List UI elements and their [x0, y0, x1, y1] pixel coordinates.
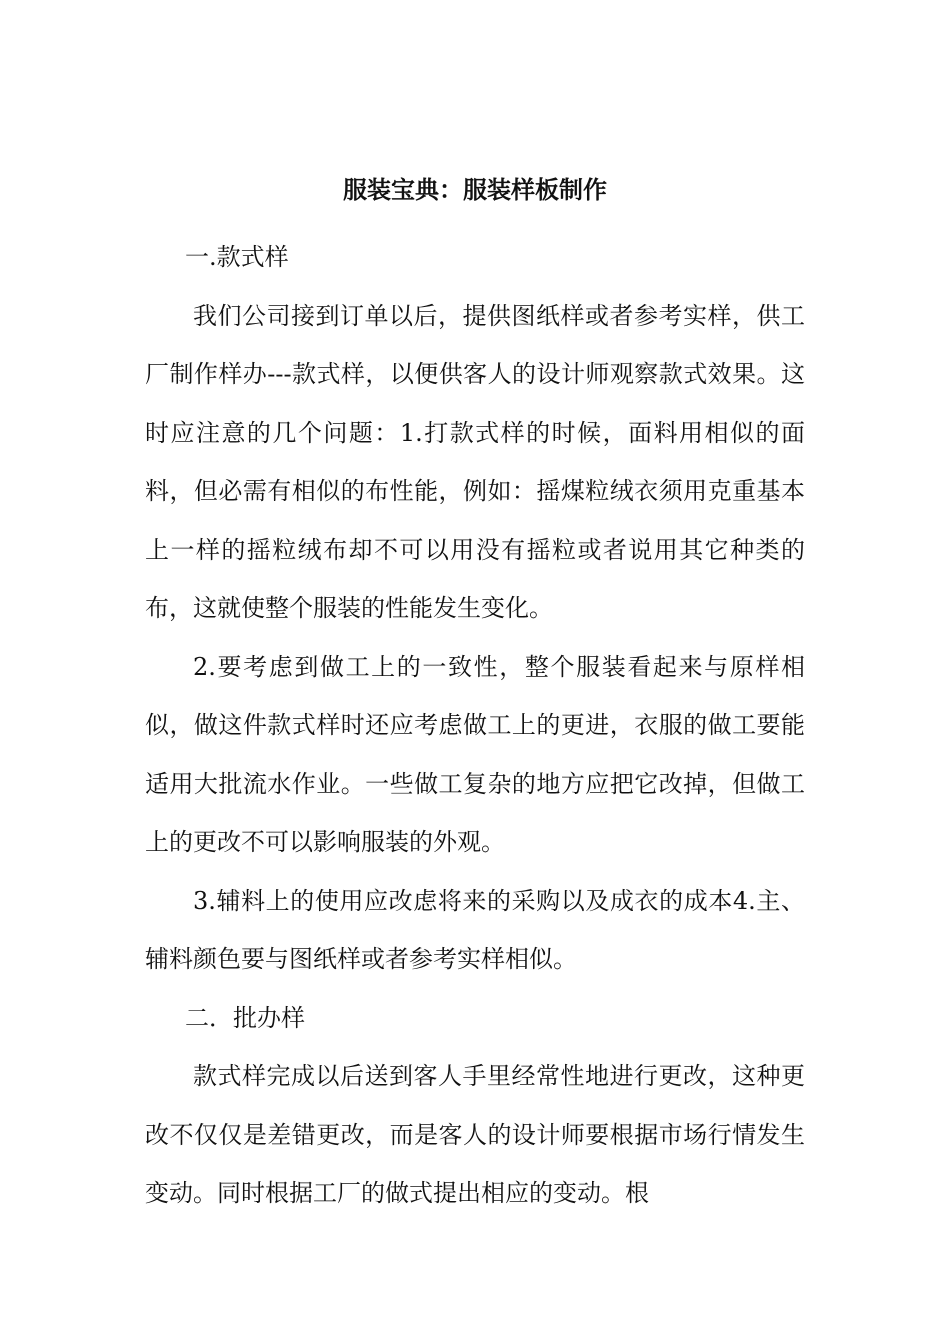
paragraph: 3.辅料上的使用应改虑将来的采购以及成衣的成本4.主、辅料颜色要与图纸样或者参考实样相似。 — [145, 886, 805, 973]
paragraph: 款式样完成以后送到客人手里经常性地进行更改，这种更改不仅仅是差错更改，而是客人的设计师要根据市场行情发生变动。同时根据工厂的做式提出相应的变动。根 — [145, 1062, 805, 1207]
section-heading: 二．批办样 — [185, 1003, 305, 1032]
paragraph: 我们公司接到订单以后，提供图纸样或者参考实样，供工厂制作样办---款式样，以便供客人的设计师观察款式效果。这时应注意的几个问题：1.打款式样的时候，面料用相似的面料，但必需有相似的布性能，例如：摇煤粒绒衣须用克重基本上一样的摇粒绒布却不可以用没有摇粒或者说用其它种类的布，这就使整个服装的性能发生变化。 — [145, 301, 805, 622]
document-body — [145, 228, 805, 1223]
section-heading: 一.款式样 — [185, 243, 289, 271]
paragraph: 2.要考虑到做工上的一致性，整个服装看起来与原样相似，做这件款式样时还应考虑做工上的更进，衣服的做工要能适用大批流水作业。一些做工复杂的地方应把它改掉，但做工上的更改不可以影响服装的外观。 — [145, 652, 805, 856]
document-title: 服装宝典：服装样板制作 — [343, 175, 607, 204]
